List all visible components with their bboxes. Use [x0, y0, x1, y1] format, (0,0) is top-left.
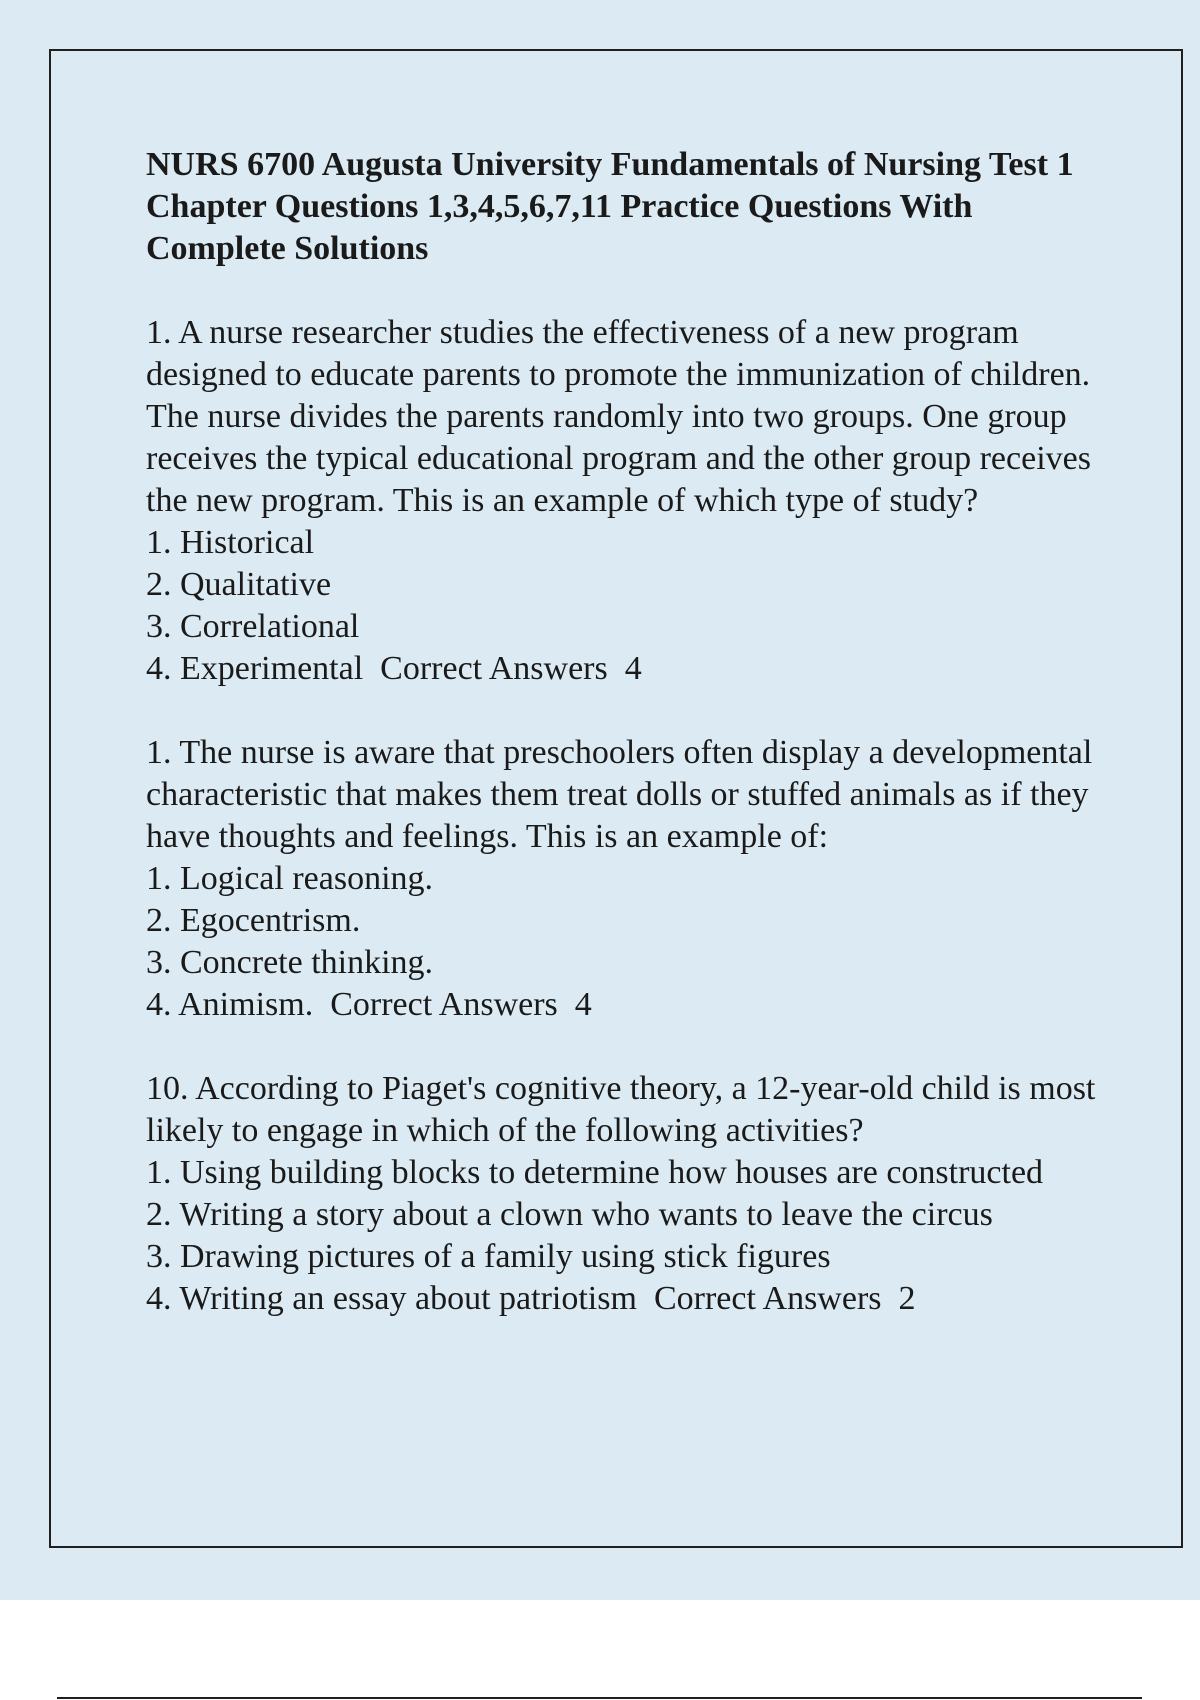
answer-option: 2. Egocentrism.	[146, 902, 361, 939]
answer-option: 1. Historical	[146, 524, 315, 561]
last-option-with-answer	[146, 648, 1106, 690]
answer-option: 4. Experimental	[146, 650, 364, 687]
answer-option: 1. Using building blocks to determine how houses are constructed	[146, 1154, 1044, 1191]
question-block	[146, 1068, 1106, 1320]
correct-answer-label: Correct Answers	[653, 1280, 882, 1317]
answer-option: 2. Writing a story about a clown who wants to leave the circus	[146, 1196, 993, 1233]
question-block	[146, 732, 1106, 1026]
answer-option: 4. Writing an essay about patriotism	[146, 1280, 637, 1317]
document-title: NURS 6700 Augusta University Fundamentals of Nursing Test 1 Chapter Questions 1,3,4,5,6,7,11 Practice Questions With Complete Solutions	[146, 146, 1074, 267]
question-stem: 1. A nurse researcher studies the effectiveness of a new program designed to educate parents to promote the immunization of children. The nurse divides the parents randomly into two groups. One group receives the typical educational program and the other group receives the new program. This is an example of which type of study?	[146, 314, 1091, 519]
footer-divider	[57, 1697, 1142, 1699]
question-stem: 10. According to Piaget's cognitive theory, a 12-year-old child is most likely to engage in which of the following activities?	[146, 1070, 1096, 1149]
correct-answer-value: 4	[574, 986, 592, 1023]
answer-option: 4. Animism.	[146, 986, 314, 1023]
answer-option: 3. Drawing pictures of a family using stick figures	[146, 1238, 831, 1275]
question-block	[146, 312, 1106, 690]
answer-option: 3. Correlational	[146, 608, 360, 645]
document-content	[146, 144, 1106, 1362]
last-option-with-answer	[146, 1278, 1106, 1320]
correct-answer-label: Correct Answers	[330, 986, 558, 1023]
correct-answer-value: 4	[624, 650, 642, 687]
answer-option: 2. Qualitative	[146, 566, 332, 603]
answer-option: 3. Concrete thinking.	[146, 944, 434, 981]
answer-option: 1. Logical reasoning.	[146, 860, 434, 897]
last-option-with-answer	[146, 984, 1106, 1026]
correct-answer-label: Correct Answers	[380, 650, 608, 687]
correct-answer-value: 2	[898, 1280, 916, 1317]
question-stem: 1. The nurse is aware that preschoolers often display a developmental characteristic that makes them treat dolls or stuffed animals as if they have thoughts and feelings. This is an example of:	[146, 734, 1093, 855]
